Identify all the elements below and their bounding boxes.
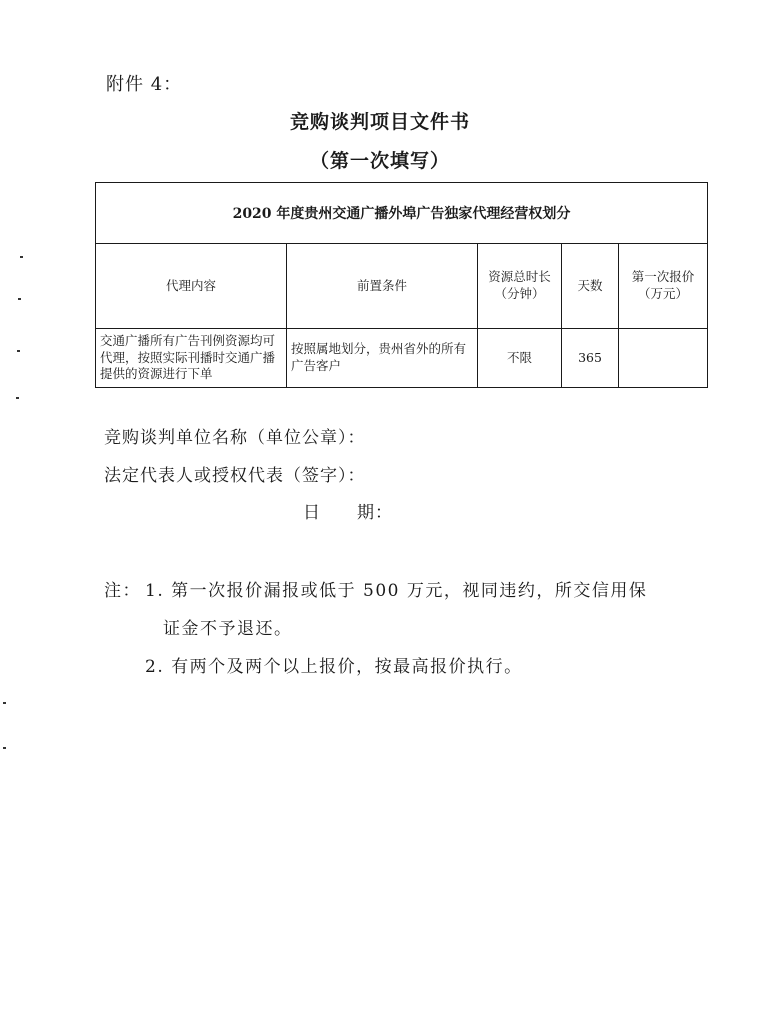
date-field: 日 期： xyxy=(303,503,393,523)
header-duration: 资源总时长 （分钟） xyxy=(478,244,562,329)
header-content: 代理内容 xyxy=(96,244,287,329)
note-item-1-line-2: 证金不予退还。 xyxy=(163,619,293,639)
note-item-1-line-1: 1. 第一次报价漏报或低于 500 万元，视同违约，所交信用保 xyxy=(145,581,648,601)
header-first-quote: 第一次报价 （万元） xyxy=(619,244,708,329)
document-subtitle: （第一次填写） xyxy=(309,150,450,172)
quote-table xyxy=(95,182,708,388)
project-title: 2020 年度贵州交通广播外埠广告独家代理经营权划分 xyxy=(96,183,708,244)
notes-prefix: 注： xyxy=(104,581,141,601)
scan-speck xyxy=(3,747,6,749)
header-days: 天数 xyxy=(562,244,619,329)
cell-days: 365 xyxy=(562,329,619,388)
document-title: 竞购谈判项目文件书 xyxy=(289,111,470,133)
representative-field: 法定代表人或授权代表（签字）： xyxy=(104,466,366,486)
unit-name-field: 竞购谈判单位名称（单位公章）： xyxy=(104,428,366,448)
header-precondition: 前置条件 xyxy=(287,244,478,329)
cell-content: 交通广播所有广告刊例资源均可代理，按照实际刊播时交通广播提供的资源进行下单 xyxy=(96,329,287,388)
scan-speck xyxy=(20,256,23,258)
scan-speck xyxy=(3,702,6,704)
scan-speck xyxy=(16,397,19,399)
attachment-label: 附件 4： xyxy=(106,74,183,95)
cell-precondition: 按照属地划分，贵州省外的所有广告客户 xyxy=(287,329,478,388)
note-item-2: 2. 有两个及两个以上报价，按最高报价执行。 xyxy=(145,657,523,677)
cell-first-quote[interactable] xyxy=(619,329,708,388)
scan-speck xyxy=(18,298,21,300)
cell-duration: 不限 xyxy=(478,329,562,388)
table-row xyxy=(96,329,708,388)
scan-speck xyxy=(17,350,20,352)
table-header-row xyxy=(96,244,708,329)
